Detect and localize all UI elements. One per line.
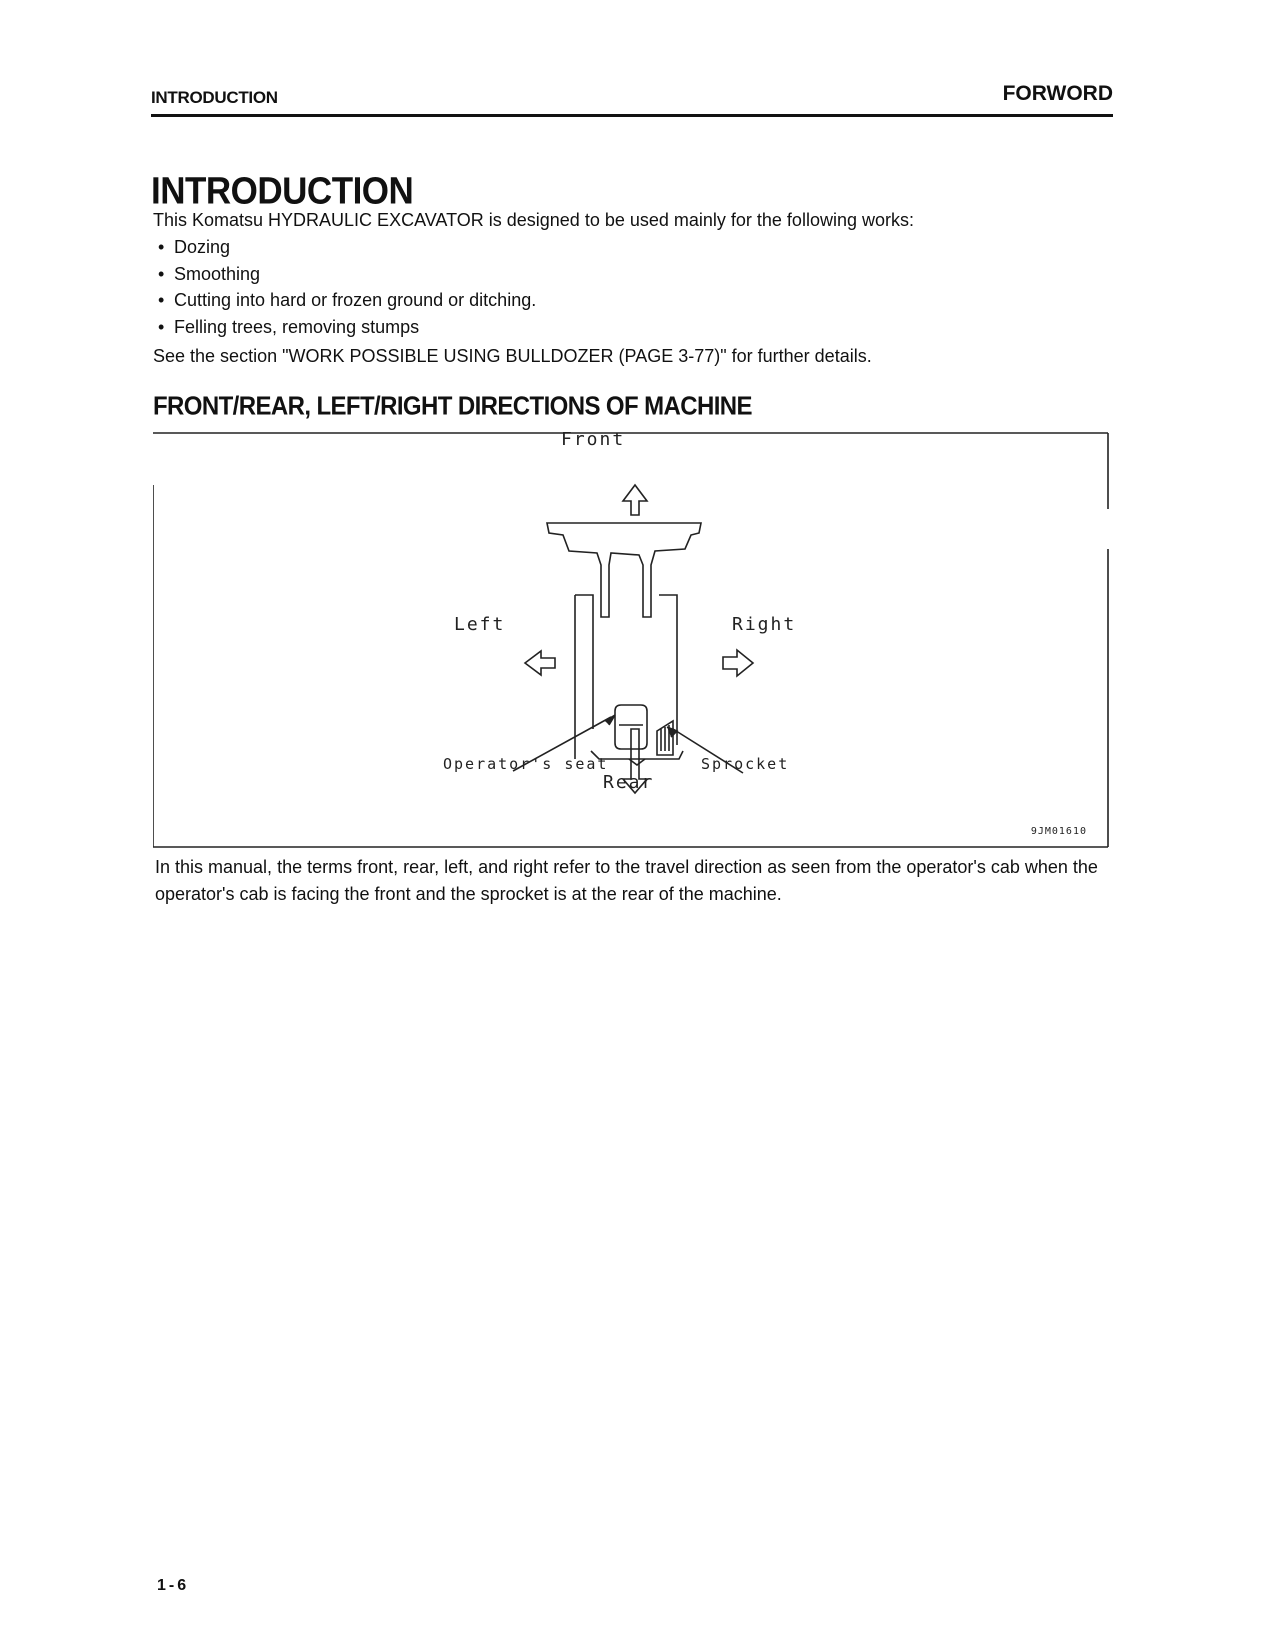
header-chapter: FORWORD: [1002, 82, 1113, 105]
list-item: • Cutting into hard or frozen ground or ditching.: [158, 287, 536, 314]
works-list: [158, 234, 536, 340]
intro-text: This Komatsu HYDRAULIC EXCAVATOR is designed to be used mainly for the following works:: [153, 210, 914, 230]
sprocket-label: Sprocket: [701, 755, 790, 773]
rear-label: Rear: [603, 772, 655, 793]
see-also-text: See the section "WORK POSSIBLE USING BULLDOZER (PAGE 3-77)" for further details.: [153, 346, 872, 366]
right-track: [659, 595, 677, 729]
blade-shape: [547, 523, 701, 617]
operator-leader-arrow: [605, 715, 615, 725]
operator-seat-label: Operator's seat: [443, 755, 609, 773]
directions-figure: [153, 429, 1111, 849]
front-arrow-icon: [623, 485, 647, 515]
page-title: INTRODUCTION: [151, 170, 414, 213]
right-label: Right: [732, 614, 797, 635]
list-item: • Felling trees, removing stumps: [158, 314, 536, 341]
page-number: 1-6: [157, 1577, 190, 1594]
left-arrow-icon: [525, 651, 555, 675]
list-item: • Smoothing: [158, 261, 536, 288]
page-header: [151, 84, 1113, 117]
front-label: Front: [561, 429, 626, 450]
section-subtitle: FRONT/REAR, LEFT/RIGHT DIRECTIONS OF MACHINE: [153, 392, 752, 421]
list-item: • Dozing: [158, 234, 536, 261]
header-section: INTRODUCTION: [151, 88, 278, 107]
figure-caption: In this manual, the terms front, rear, left, and right refer to the travel direction as seen from the operator's cab when the operator's cab is facing the front and the sprocket is at the rear of the machine.: [155, 857, 1098, 904]
right-arrow-icon: [723, 650, 753, 676]
left-label: Left: [454, 614, 506, 635]
figure-code: 9JM01610: [1030, 826, 1087, 837]
left-track: [575, 595, 593, 729]
